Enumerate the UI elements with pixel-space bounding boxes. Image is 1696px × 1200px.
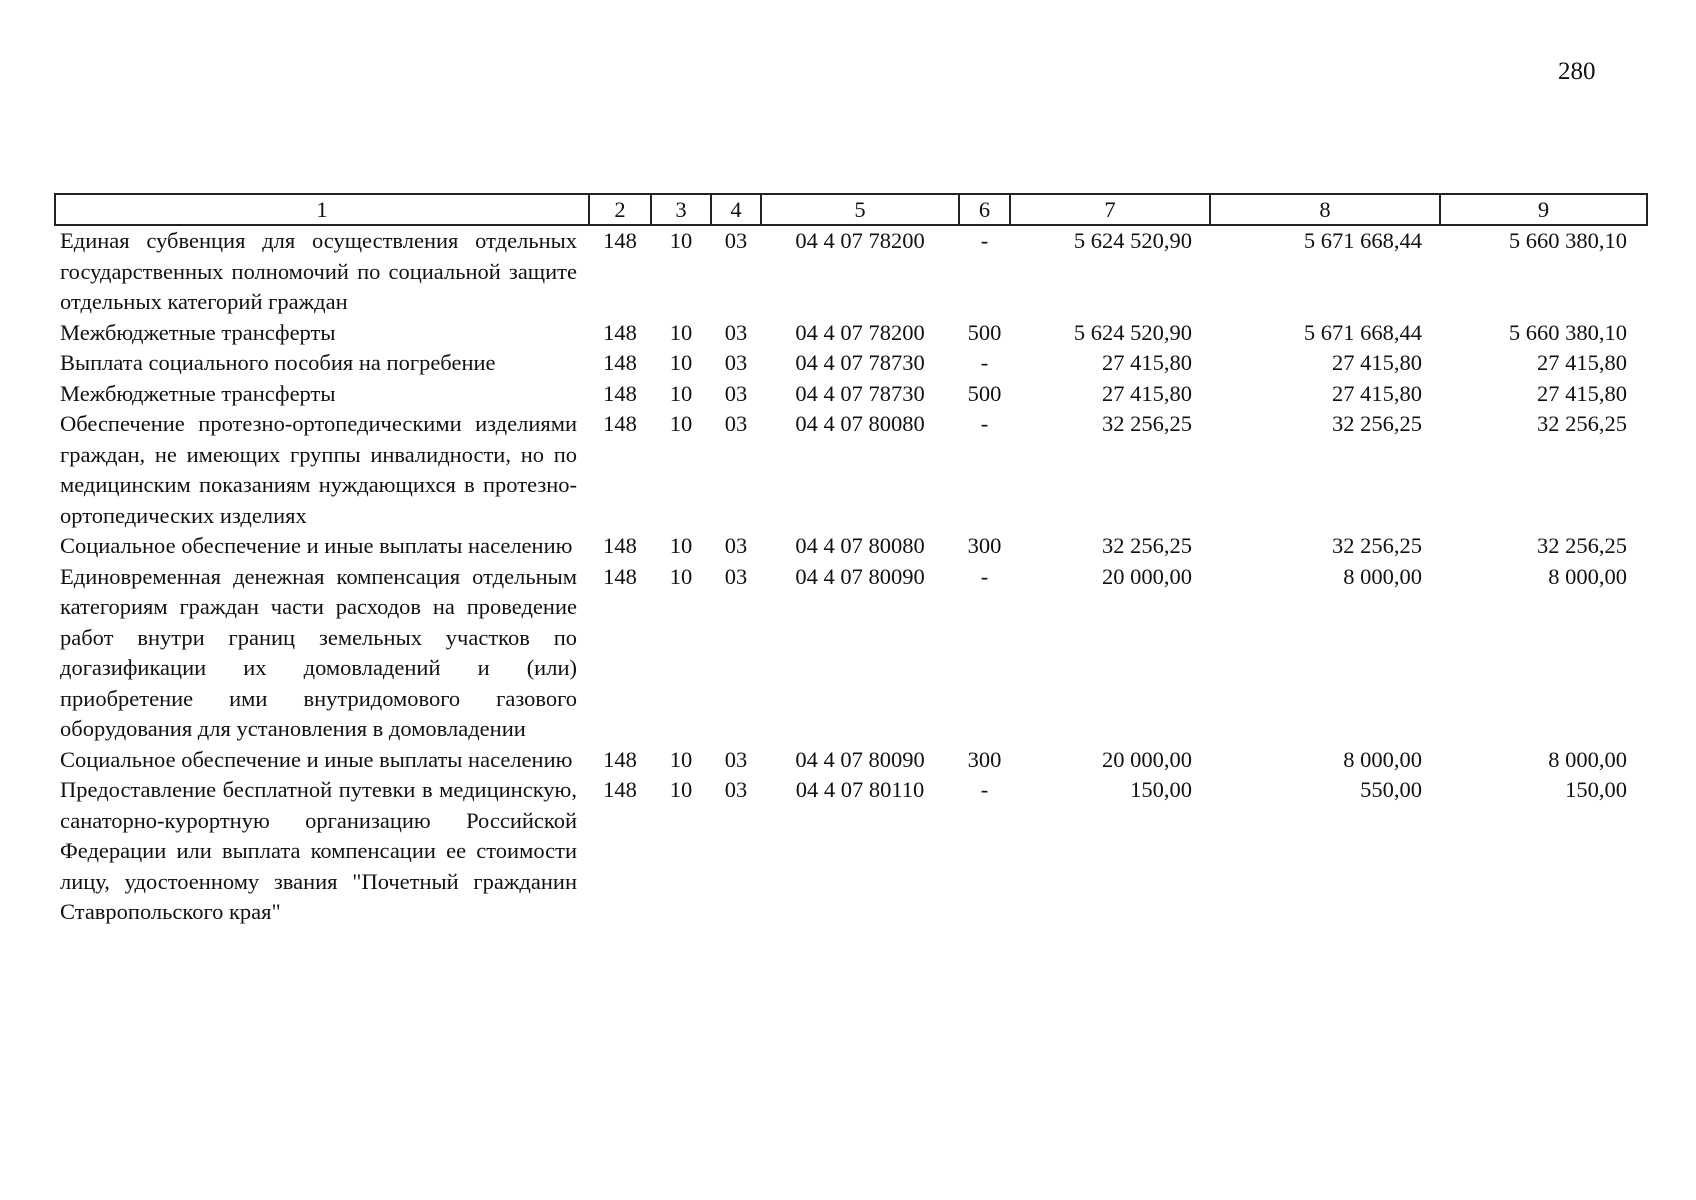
row-col-8: 32 256,25 — [1332, 533, 1422, 558]
row-col-7: 5 624 520,90 — [1073, 228, 1192, 253]
row-col-2: 148 — [603, 777, 637, 802]
header-col-2: 2 — [589, 194, 651, 225]
header-col-5: 5 — [761, 194, 959, 225]
row-name: Предоставление бесплатной путевки в медицинскую, санаторно-курортную организацию Российской Федерации или выплата компенсации ее стоимости лицу, удостоенному звания "Почетный гражданин Ставропольского края" — [60, 777, 577, 924]
row-col-4: 03 — [724, 228, 748, 253]
table-row — [55, 745, 1647, 776]
table-header — [55, 194, 1647, 225]
row-col-4: 03 — [724, 380, 748, 406]
row-col-6: 500 — [967, 380, 1002, 406]
row-col-3: 10 — [669, 746, 693, 772]
row-col-3: 10 — [669, 380, 693, 406]
row-col-3: 10 — [669, 228, 693, 253]
row-col-5: 04 4 07 78730 — [795, 380, 925, 406]
row-col-5: 04 4 07 78200 — [795, 319, 925, 345]
row-col-7: 32 256,25 — [1102, 411, 1192, 436]
row-col-2: 148 — [603, 563, 637, 589]
row-col-9: 32 256,25 — [1537, 411, 1627, 436]
row-name: Выплата социального пособия на погребение — [60, 350, 496, 375]
table-row — [55, 225, 1647, 318]
table-row — [55, 379, 1647, 410]
row-col-2: 148 — [603, 746, 637, 772]
row-col-5: 04 4 07 78730 — [795, 350, 925, 375]
row-col-6: - — [980, 228, 989, 253]
row-col-9: 27 415,80 — [1537, 350, 1627, 375]
row-col-6: 500 — [967, 319, 1002, 345]
header-col-6: 6 — [959, 194, 1010, 225]
row-name: Межбюджетные трансферты — [60, 380, 336, 406]
row-col-2: 148 — [603, 350, 637, 375]
row-col-8: 8 000,00 — [1343, 746, 1422, 772]
row-col-9: 27 415,80 — [1537, 380, 1627, 406]
row-col-4: 03 — [724, 411, 748, 436]
row-name: Социальное обеспечение и иные выплаты населению — [60, 533, 573, 558]
row-col-7: 20 000,00 — [1102, 746, 1192, 772]
row-col-9: 5 660 380,10 — [1508, 319, 1627, 345]
row-name: Обеспечение протезно-ортопедическими изделиями граждан, не имеющих группы инвалидности, но по медицинским показаниям нуждающихся в протезно-ортопедических изделиях — [60, 411, 577, 528]
row-col-5: 04 4 07 80090 — [795, 563, 925, 589]
header-col-4: 4 — [711, 194, 761, 225]
header-col-7: 7 — [1010, 194, 1210, 225]
row-col-4: 03 — [724, 533, 748, 558]
table-body — [55, 225, 1647, 928]
header-col-3: 3 — [651, 194, 711, 225]
row-col-2: 148 — [603, 411, 637, 436]
row-name: Единовременная денежная компенсация отдельным категориям граждан части расходов на проведение работ внутри границ земельных участков по догазификации их домовладений и (или) приобретение ими внутридомового газового оборудования для установления в домовладении — [60, 563, 577, 741]
table-row — [55, 531, 1647, 562]
table-row — [55, 409, 1647, 531]
row-col-8: 8 000,00 — [1343, 563, 1422, 589]
budget-table — [54, 193, 1648, 928]
table-row — [55, 562, 1647, 745]
header-col-8: 8 — [1210, 194, 1440, 225]
row-col-2: 148 — [603, 319, 637, 345]
row-col-3: 10 — [669, 350, 693, 375]
header-row — [55, 194, 1647, 225]
row-col-8: 5 671 668,44 — [1303, 319, 1422, 345]
page-number: 280 — [1558, 58, 1596, 85]
row-col-6: - — [980, 563, 989, 589]
row-col-8: 32 256,25 — [1332, 411, 1422, 436]
row-col-6: 300 — [967, 533, 1002, 558]
table-row — [55, 348, 1647, 379]
row-col-4: 03 — [724, 746, 748, 772]
row-col-8: 550,00 — [1360, 777, 1422, 802]
row-col-7: 150,00 — [1130, 777, 1192, 802]
row-col-5: 04 4 07 80080 — [795, 411, 925, 436]
row-col-3: 10 — [669, 411, 693, 436]
header-col-9: 9 — [1440, 194, 1647, 225]
row-col-5: 04 4 07 80080 — [795, 533, 925, 558]
row-col-5: 04 4 07 80110 — [795, 777, 925, 802]
row-col-8: 27 415,80 — [1332, 350, 1422, 375]
row-col-2: 148 — [603, 228, 637, 253]
row-col-6: - — [980, 411, 989, 436]
row-col-6: - — [980, 777, 989, 802]
row-col-5: 04 4 07 78200 — [795, 228, 925, 253]
table-row — [55, 318, 1647, 349]
row-col-7: 27 415,80 — [1102, 380, 1192, 406]
row-name: Межбюджетные трансферты — [60, 319, 336, 345]
row-name: Социальное обеспечение и иные выплаты населению — [60, 746, 573, 772]
row-col-6: 300 — [967, 746, 1002, 772]
row-col-2: 148 — [603, 380, 637, 406]
row-col-9: 8 000,00 — [1548, 563, 1627, 589]
row-col-9: 5 660 380,10 — [1508, 228, 1627, 253]
row-col-3: 10 — [669, 777, 693, 802]
row-col-5: 04 4 07 80090 — [795, 746, 925, 772]
row-col-9: 8 000,00 — [1548, 746, 1627, 772]
row-col-7: 5 624 520,90 — [1073, 319, 1192, 345]
row-col-6: - — [980, 350, 989, 375]
row-col-4: 03 — [724, 563, 748, 589]
row-col-7: 27 415,80 — [1102, 350, 1192, 375]
row-col-3: 10 — [669, 533, 693, 558]
row-col-7: 32 256,25 — [1102, 533, 1192, 558]
row-col-3: 10 — [669, 319, 693, 345]
row-col-9: 150,00 — [1565, 777, 1627, 802]
row-name: Единая субвенция для осуществления отдельных государственных полномочий по социальной защите отдельных категорий граждан — [60, 228, 577, 314]
header-col-1: 1 — [55, 194, 589, 225]
row-col-7: 20 000,00 — [1102, 563, 1192, 589]
row-col-3: 10 — [669, 563, 693, 589]
row-col-4: 03 — [724, 319, 748, 345]
row-col-4: 03 — [724, 777, 748, 802]
row-col-4: 03 — [724, 350, 748, 375]
row-col-2: 148 — [603, 533, 637, 558]
row-col-8: 5 671 668,44 — [1303, 228, 1422, 253]
row-col-9: 32 256,25 — [1537, 533, 1627, 558]
table-row — [55, 775, 1647, 928]
row-col-8: 27 415,80 — [1332, 380, 1422, 406]
